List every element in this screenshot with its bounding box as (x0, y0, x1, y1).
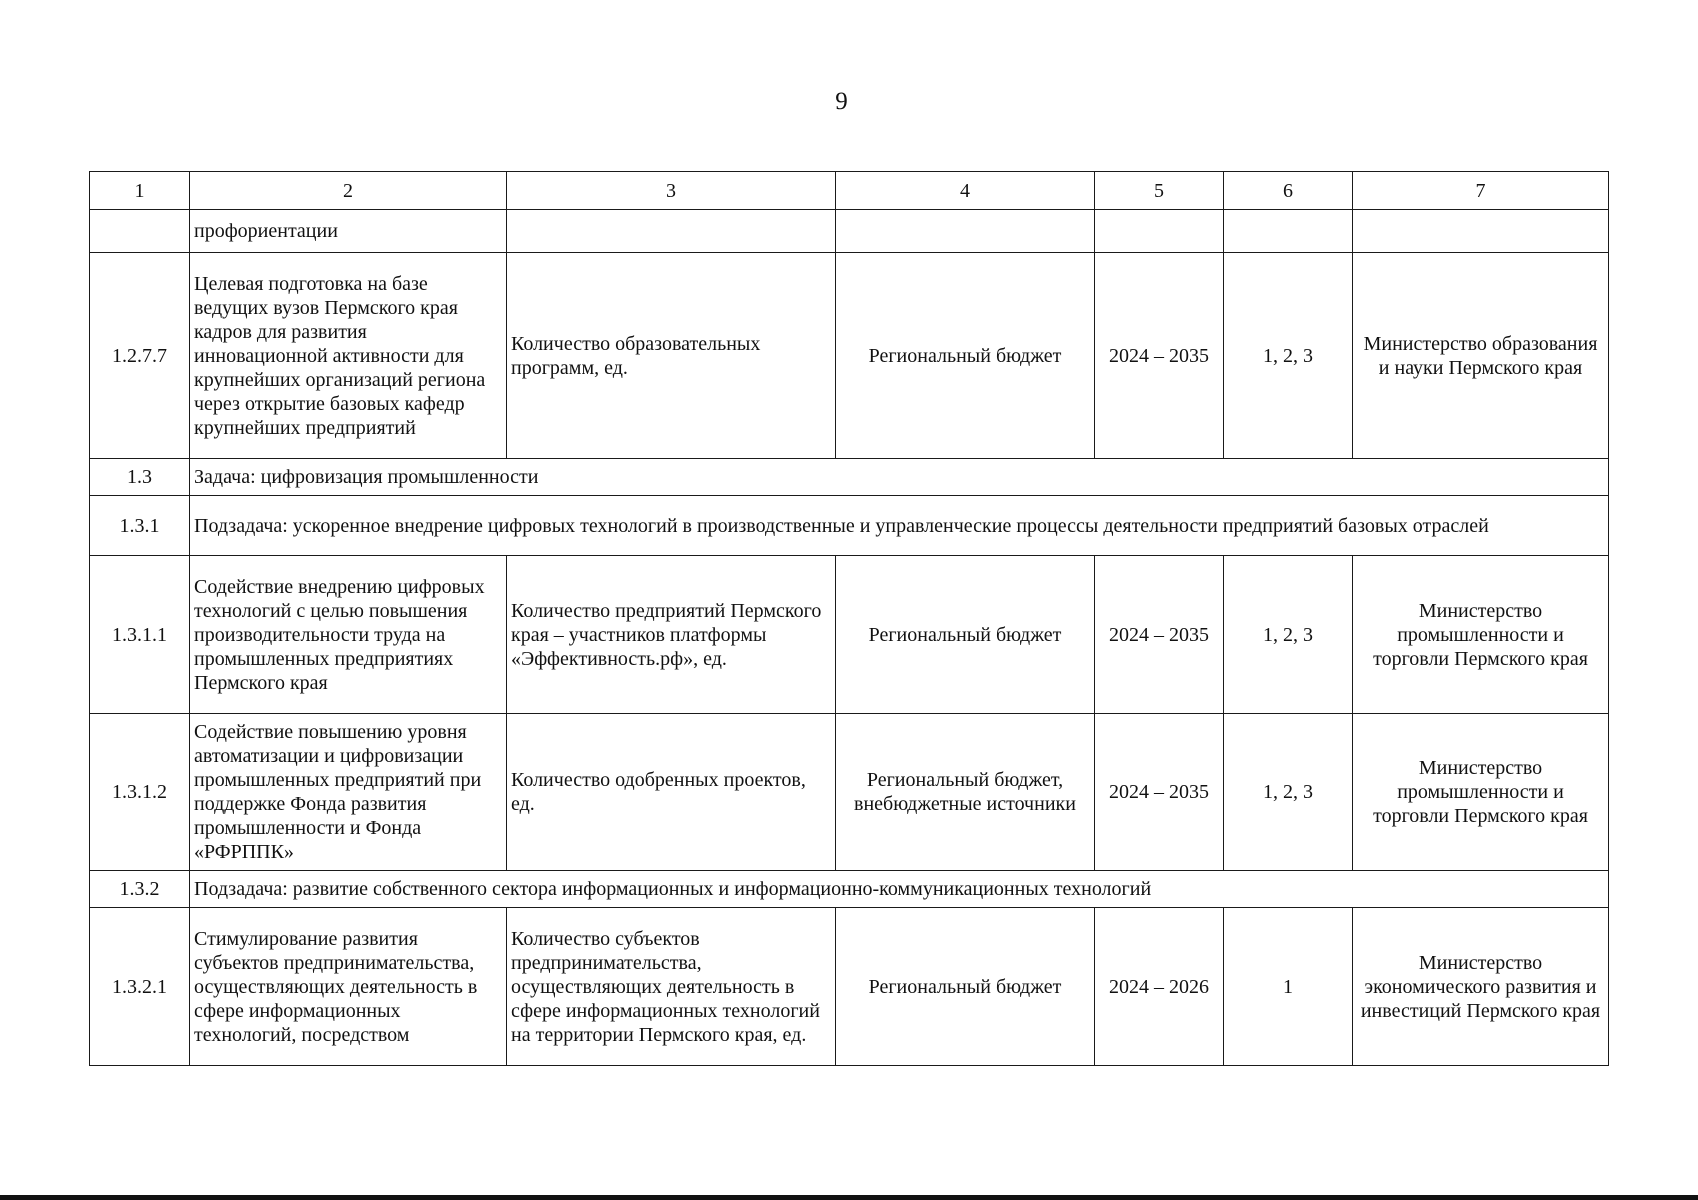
row-number: 1.3.1.2 (90, 714, 190, 871)
executor-cell (1353, 210, 1609, 253)
section-row (90, 496, 1609, 556)
table-row (90, 210, 1609, 253)
section-number: 1.3 (90, 459, 190, 496)
indicator-cell (507, 210, 836, 253)
indicator-cell: Количество одобренных проектов, ед. (507, 714, 836, 871)
section-row (90, 871, 1609, 908)
column-header: 6 (1224, 172, 1353, 210)
row-number: 1.3.1.1 (90, 556, 190, 714)
executor-cell: Министерство образования и науки Пермского края (1353, 253, 1609, 459)
funding-source-cell: Региональный бюджет (836, 556, 1095, 714)
scan-edge-bar (0, 1195, 1698, 1200)
period-cell (1095, 210, 1224, 253)
funding-source-cell: Региональный бюджет (836, 908, 1095, 1066)
tasks-cell: 1, 2, 3 (1224, 714, 1353, 871)
section-number: 1.3.2 (90, 871, 190, 908)
column-header: 3 (507, 172, 836, 210)
activity-cell: Содействие внедрению цифровых технологий с целью повышения производительности труда на промышленных предприятиях Пермского края (190, 556, 507, 714)
section-title: Задача: цифровизация промышленности (190, 459, 1609, 496)
section-title: Подзадача: развитие собственного сектора информационных и информационно-коммуникационных технологий (190, 871, 1609, 908)
column-header: 4 (836, 172, 1095, 210)
table-row (90, 253, 1609, 459)
measures-table (89, 171, 1609, 1066)
activity-cell: профориентации (190, 210, 507, 253)
table-row (90, 908, 1609, 1066)
period-cell: 2024 – 2035 (1095, 253, 1224, 459)
executor-cell: Министерство промышленности и торговли Пермского края (1353, 714, 1609, 871)
column-header: 2 (190, 172, 507, 210)
row-number (90, 210, 190, 253)
funding-source-cell: Региональный бюджет, внебюджетные источники (836, 714, 1095, 871)
table-header-row (90, 172, 1609, 210)
tasks-cell: 1 (1224, 908, 1353, 1066)
section-number: 1.3.1 (90, 496, 190, 556)
activity-cell: Содействие повышению уровня автоматизации и цифровизации промышленных предприятий при поддержке Фонда развития промышленности и Фонда «РФРППК» (190, 714, 507, 871)
row-number: 1.2.7.7 (90, 253, 190, 459)
page-number: 9 (835, 88, 848, 115)
indicator-cell: Количество субъектов предпринимательства, осуществляющих деятельность в сфере информационных технологий на территории Пермского края, ед. (507, 908, 836, 1066)
executor-cell: Министерство промышленности и торговли Пермского края (1353, 556, 1609, 714)
section-title: Подзадача: ускоренное внедрение цифровых технологий в производственные и управленческие процессы деятельности предприятий базовых отраслей (190, 496, 1609, 556)
tasks-cell (1224, 210, 1353, 253)
column-header: 7 (1353, 172, 1609, 210)
tasks-cell: 1, 2, 3 (1224, 556, 1353, 714)
indicator-cell: Количество предприятий Пермского края – участников платформы «Эффективность.рф», ед. (507, 556, 836, 714)
indicator-cell: Количество образовательных программ, ед. (507, 253, 836, 459)
section-row (90, 459, 1609, 496)
activity-cell: Целевая подготовка на базе ведущих вузов Пермского края кадров для развития инновационной активности для крупнейших организаций региона через открытие базовых кафедр крупнейших предприятий (190, 253, 507, 459)
table-row (90, 714, 1609, 871)
column-header: 5 (1095, 172, 1224, 210)
period-cell: 2024 – 2035 (1095, 556, 1224, 714)
period-cell: 2024 – 2035 (1095, 714, 1224, 871)
period-cell: 2024 – 2026 (1095, 908, 1224, 1066)
funding-source-cell (836, 210, 1095, 253)
table-row (90, 556, 1609, 714)
funding-source-cell: Региональный бюджет (836, 253, 1095, 459)
tasks-cell: 1, 2, 3 (1224, 253, 1353, 459)
executor-cell: Министерство экономического развития и инвестиций Пермского края (1353, 908, 1609, 1066)
column-header: 1 (90, 172, 190, 210)
activity-cell: Стимулирование развития субъектов предпринимательства, осуществляющих деятельность в сфере информационных технологий, посредством (190, 908, 507, 1066)
row-number: 1.3.2.1 (90, 908, 190, 1066)
